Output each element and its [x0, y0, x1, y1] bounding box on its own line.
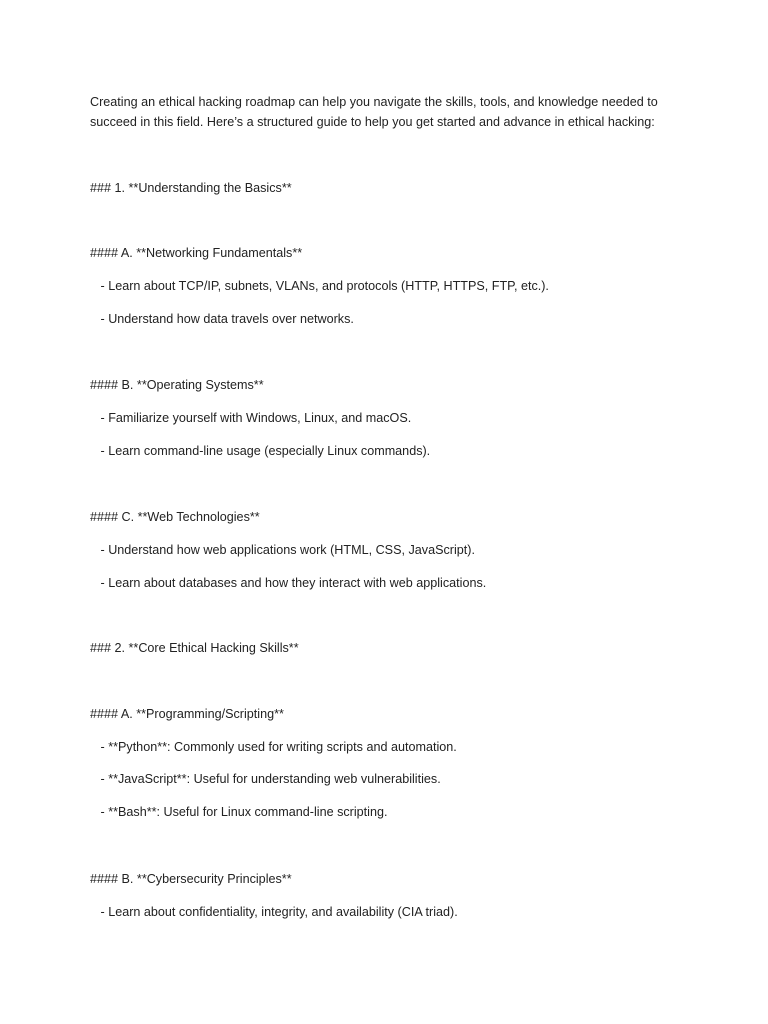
list-item: - **Bash**: Useful for Linux command-line scripting.	[90, 805, 388, 819]
subheading-cybersecurity-principles: #### B. **Cybersecurity Principles**	[90, 872, 292, 886]
list-item: - Familiarize yourself with Windows, Linux, and macOS.	[90, 411, 412, 425]
subheading-programming: #### A. **Programming/Scripting**	[90, 707, 284, 721]
list-item: - **JavaScript**: Useful for understanding web vulnerabilities.	[90, 772, 441, 786]
heading-understanding-basics: ### 1. **Understanding the Basics**	[90, 181, 292, 195]
list-item: - Understand how web applications work (HTML, CSS, JavaScript).	[90, 543, 475, 557]
heading-core-skills: ### 2. **Core Ethical Hacking Skills**	[90, 641, 299, 655]
subheading-web-technologies: #### C. **Web Technologies**	[90, 510, 260, 524]
list-item: - Learn about TCP/IP, subnets, VLANs, and protocols (HTTP, HTTPS, FTP, etc.).	[90, 279, 549, 293]
list-item: - Learn about confidentiality, integrity, and availability (CIA triad).	[90, 905, 458, 919]
list-item: - **Python**: Commonly used for writing scripts and automation.	[90, 740, 457, 754]
intro-paragraph-line-1: Creating an ethical hacking roadmap can help you navigate the skills, tools, and knowledge needed to	[90, 95, 658, 109]
subheading-operating-systems: #### B. **Operating Systems**	[90, 378, 264, 392]
intro-paragraph-line-2: succeed in this field. Here’s a structured guide to help you get started and advance in ethical hacking:	[90, 115, 655, 129]
list-item: - Learn command-line usage (especially Linux commands).	[90, 444, 431, 458]
list-item: - Learn about databases and how they interact with web applications.	[90, 576, 487, 590]
list-item: - Understand how data travels over networks.	[90, 312, 354, 326]
subheading-networking: #### A. **Networking Fundamentals**	[90, 246, 303, 260]
